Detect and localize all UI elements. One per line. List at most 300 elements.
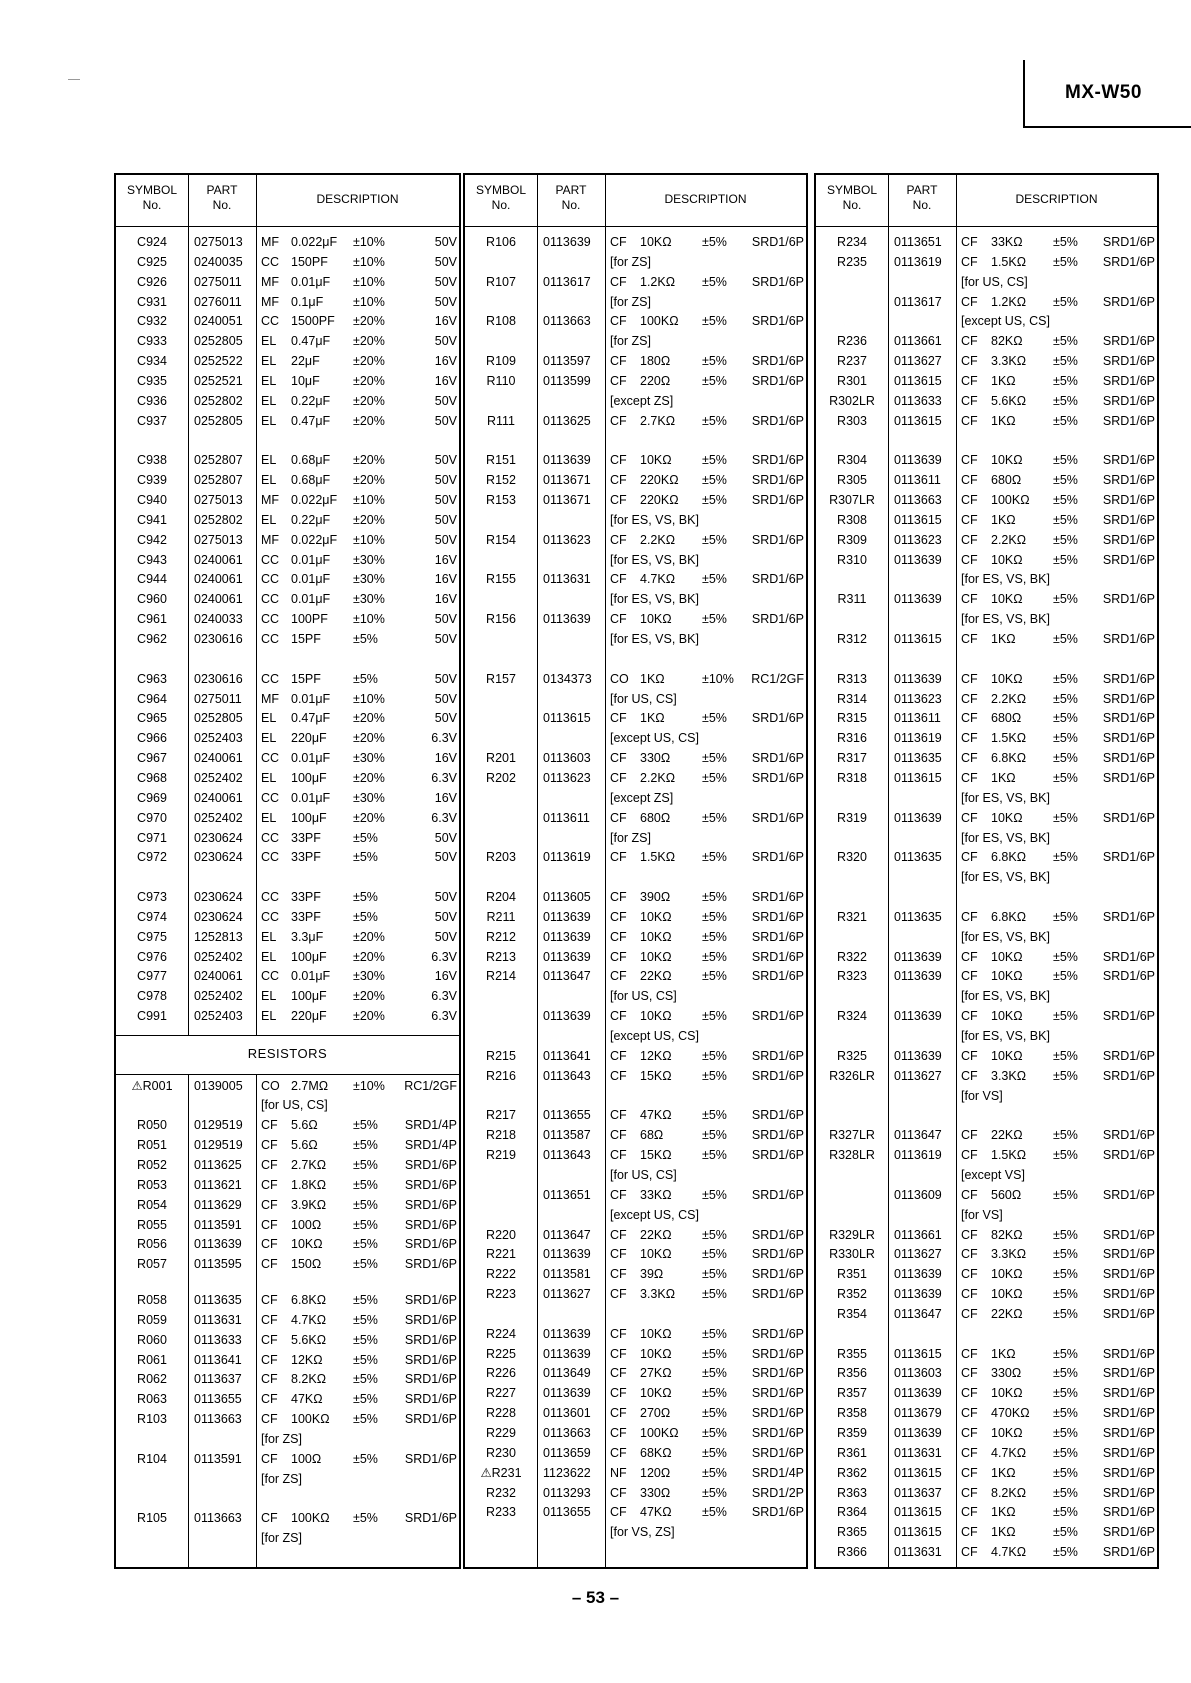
table-row	[465, 412, 806, 431]
description-type: CC	[261, 314, 280, 329]
part-number-cell: 0113611	[543, 810, 590, 825]
description-type: CF	[961, 413, 978, 428]
part-number-cell: 0113615	[894, 512, 942, 527]
description-rating: 16V	[434, 354, 457, 369]
description-rating: SRD1/6P	[751, 493, 804, 508]
part-number-cell: 0113637	[894, 1485, 942, 1500]
part-number-cell: 0113619	[543, 850, 591, 865]
table-row	[116, 690, 459, 709]
description-value: 6.8KΩ	[991, 909, 1027, 924]
table-row	[116, 451, 459, 470]
table-row	[816, 1166, 1157, 1185]
description-rating: SRD1/6P	[751, 1108, 804, 1123]
description-type: CF	[610, 473, 627, 488]
description-rating: SRD1/6P	[1102, 1068, 1155, 1083]
table-row	[116, 1136, 459, 1155]
description-tolerance: ±5%	[353, 890, 378, 905]
symbol-cell: R056	[137, 1237, 167, 1252]
description-rating: SRD1/6P	[751, 929, 804, 944]
symbol-cell: R060	[137, 1332, 167, 1347]
table-row	[465, 551, 806, 570]
description-value: 0.68μF	[291, 473, 331, 488]
table-row	[465, 829, 806, 848]
part-number-cell: 0240061	[194, 969, 243, 984]
table-row	[465, 273, 806, 292]
description-rating: 16V	[434, 373, 457, 388]
description-type: [for ES, VS, BK]	[610, 632, 699, 646]
description-rating: SRD1/6P	[404, 1392, 457, 1407]
description-tolerance: ±5%	[1053, 473, 1078, 488]
table-row	[465, 630, 806, 649]
symbol-cell: C975	[137, 929, 167, 944]
description-value: 100μF	[291, 949, 327, 964]
part-number-cell: 0113639	[894, 453, 942, 468]
description-rating: 6.3V	[431, 1009, 457, 1024]
table-row	[816, 491, 1157, 510]
description-type: CF	[961, 393, 978, 408]
description-rating: SRD1/6P	[1102, 1187, 1155, 1202]
description-tolerance: ±5%	[1053, 632, 1078, 646]
table-row	[116, 1255, 459, 1274]
part-number-cell: 0113631	[194, 1312, 242, 1327]
description-value: 10KΩ	[991, 810, 1023, 825]
part-number-cell: 0113631	[894, 1545, 942, 1560]
part-number-cell: 0113627	[894, 1247, 942, 1262]
part-number-cell: 0113627	[894, 354, 942, 369]
description-type: CF	[610, 1326, 627, 1341]
table-row	[465, 1464, 806, 1483]
header-part-line: No.	[912, 198, 932, 212]
table-row	[116, 273, 459, 292]
description-type: CF	[610, 235, 627, 249]
symbol-cell: R055	[137, 1217, 167, 1232]
description-value: 330Ω	[640, 751, 671, 766]
description-rating: SRD1/6P	[1102, 1386, 1155, 1401]
description-tolerance: ±5%	[1053, 850, 1078, 865]
description-rating: 50V	[434, 612, 457, 627]
description-tolerance: ±30%	[353, 572, 385, 587]
description-type: CC	[261, 909, 280, 924]
part-number-cell: 0113581	[543, 1267, 591, 1282]
description-type: CF	[261, 1293, 278, 1307]
description-type: CF	[961, 751, 978, 766]
symbol-cell: R312	[837, 632, 867, 646]
symbol-cell: R361	[837, 1445, 867, 1460]
symbol-cell: R224	[486, 1326, 516, 1341]
table-row	[465, 253, 806, 272]
part-number-cell: 0113671	[543, 493, 591, 508]
description-value: 1KΩ	[640, 671, 665, 686]
description-type: [for ZS]	[610, 294, 651, 309]
description-rating: SRD1/6P	[751, 274, 804, 289]
table-row	[116, 987, 459, 1006]
description-rating: SRD1/6P	[1102, 691, 1155, 706]
part-number-cell: 0113671	[543, 473, 591, 488]
description-value: 5.6Ω	[291, 1118, 318, 1133]
description-value: 1.2KΩ	[991, 294, 1027, 309]
description-tolerance: ±5%	[702, 453, 727, 468]
description-tolerance: ±20%	[353, 393, 385, 408]
description-type: CF	[961, 473, 978, 488]
description-tolerance: ±5%	[353, 1118, 378, 1133]
symbol-cell: R356	[837, 1366, 867, 1381]
description-type: EL	[261, 989, 277, 1004]
symbol-cell: R108	[486, 314, 516, 329]
description-value: 10KΩ	[640, 1247, 672, 1262]
description-type: CF	[261, 1118, 278, 1133]
symbol-cell: R220	[486, 1227, 516, 1242]
description-tolerance: ±5%	[702, 1128, 727, 1143]
description-value: 1.5KΩ	[991, 254, 1027, 269]
part-number-cell: 0113629	[194, 1197, 242, 1212]
description-rating: SRD1/6P	[751, 949, 804, 964]
description-rating: SRD1/6P	[1102, 1267, 1155, 1282]
table-header	[116, 175, 459, 227]
part-number-cell: 0252802	[194, 512, 243, 527]
description-tolerance: ±20%	[353, 731, 385, 746]
description-rating: 50V	[434, 532, 457, 547]
symbol-cell: R211	[486, 909, 516, 924]
description-type: [for US, CS]	[610, 1167, 677, 1182]
part-number-cell: 0113619	[894, 254, 942, 269]
symbol-cell: C977	[137, 969, 167, 984]
part-number-cell: 0113639	[894, 969, 942, 984]
description-rating: SRD1/6P	[1102, 731, 1155, 746]
table-row	[465, 372, 806, 391]
header-symbol	[116, 183, 188, 213]
description-type: CF	[261, 1332, 278, 1347]
description-type: [for ES, VS, BK]	[961, 572, 1050, 587]
table-row	[816, 1265, 1157, 1284]
description-type: CF	[961, 354, 978, 369]
description-value: 3.3μF	[291, 929, 324, 944]
table-row	[816, 253, 1157, 272]
header-part-line: No.	[212, 198, 232, 212]
part-number-cell: 0129519	[194, 1118, 243, 1133]
description-value: 0.022μF	[291, 235, 338, 249]
symbol-cell: C942	[137, 532, 167, 547]
description-tolerance: ±5%	[1053, 1287, 1078, 1302]
symbol-cell: C969	[137, 790, 167, 805]
symbol-cell: R313	[837, 671, 867, 686]
description-value: 15KΩ	[640, 1068, 672, 1083]
description-value: 10KΩ	[640, 1009, 672, 1024]
table-row	[116, 829, 459, 848]
table-row	[465, 967, 806, 986]
description-tolerance: ±5%	[353, 830, 378, 845]
description-rating: 50V	[434, 393, 457, 408]
description-type: CF	[961, 850, 978, 865]
description-tolerance: ±20%	[353, 770, 385, 785]
part-number-cell: 0113611	[894, 473, 941, 488]
part-number-cell: 0113631	[894, 1445, 942, 1460]
table-row	[816, 1087, 1157, 1106]
table-row	[116, 928, 459, 947]
description-rating: 50V	[434, 929, 457, 944]
description-type: CO	[610, 671, 629, 686]
description-value: 10KΩ	[991, 552, 1023, 567]
description-type: CF	[961, 632, 978, 646]
model-label-box	[1023, 60, 1191, 128]
description-tolerance: ±5%	[702, 1048, 727, 1063]
description-tolerance: ±10%	[353, 274, 385, 289]
description-tolerance: ±5%	[702, 810, 727, 825]
table-row	[816, 690, 1157, 709]
table-row	[816, 511, 1157, 530]
part-number-cell: 0113647	[543, 1227, 591, 1242]
description-tolerance: ±5%	[702, 1187, 727, 1202]
part-number-cell: 0113639	[543, 1009, 591, 1024]
symbol-cell: C961	[137, 612, 167, 627]
table-row	[465, 769, 806, 788]
description-rating: SRD1/6P	[1102, 1445, 1155, 1460]
description-tolerance: ±5%	[702, 612, 727, 627]
table-row	[116, 630, 459, 649]
description-value: 10KΩ	[991, 969, 1023, 984]
description-value: 1KΩ	[991, 1465, 1016, 1480]
description-type: CF	[961, 1505, 978, 1520]
symbol-cell: R227	[486, 1386, 516, 1401]
description-value: 100μF	[291, 810, 327, 825]
part-number-cell: 0252402	[194, 989, 243, 1004]
description-tolerance: ±5%	[1053, 1525, 1078, 1540]
description-type: CF	[961, 1346, 978, 1361]
description-type: CF	[961, 294, 978, 309]
table-row	[816, 1384, 1157, 1403]
section-resistors	[116, 1035, 459, 1075]
table-row	[816, 233, 1157, 252]
description-type: [for ES, VS, BK]	[961, 830, 1050, 845]
table-row	[816, 1484, 1157, 1503]
table-row	[465, 928, 806, 947]
part-number-cell: 0113623	[543, 532, 591, 547]
symbol-cell: C933	[137, 334, 167, 349]
part-number-cell: 0113639	[543, 235, 591, 249]
header-part	[188, 183, 256, 213]
header-description: DESCRIPTION	[1015, 192, 1098, 206]
description-tolerance: ±5%	[1053, 512, 1078, 527]
description-value: 5.6KΩ	[291, 1332, 327, 1347]
table-row	[816, 372, 1157, 391]
table-row	[465, 1285, 806, 1304]
description-rating: SRD1/6P	[1102, 532, 1155, 547]
part-number-cell: 0113627	[543, 1287, 591, 1302]
description-value: 10KΩ	[640, 1386, 672, 1401]
table-row	[816, 630, 1157, 649]
description-rating: SRD1/6P	[751, 453, 804, 468]
description-tolerance: ±5%	[353, 1177, 378, 1192]
table-row	[816, 1364, 1157, 1383]
description-tolerance: ±5%	[1053, 1465, 1078, 1480]
symbol-cell: R233	[486, 1505, 516, 1520]
symbol-cell: R351	[837, 1267, 867, 1282]
part-number-cell: 0113639	[894, 671, 942, 686]
table-row	[116, 749, 459, 768]
description-type: CF	[610, 1485, 627, 1500]
part-number-cell: 0113639	[543, 909, 591, 924]
description-tolerance: ±10%	[702, 671, 734, 686]
symbol-cell: C976	[137, 949, 167, 964]
symbol-cell: R366	[837, 1545, 867, 1560]
part-number-cell: 0113591	[194, 1217, 242, 1232]
description-type: CF	[610, 949, 627, 964]
description-type: [except US, CS]	[610, 1207, 699, 1222]
description-rating: 50V	[434, 294, 457, 309]
symbol-cell: C962	[137, 632, 167, 646]
part-number-cell: 0113639	[543, 929, 591, 944]
symbol-cell: R355	[837, 1346, 867, 1361]
description-tolerance: ±5%	[1053, 691, 1078, 706]
part-number-cell: 0113601	[543, 1406, 591, 1421]
part-number-cell: 0113597	[543, 354, 591, 369]
symbol-cell: R362	[837, 1465, 867, 1480]
description-rating: SRD1/6P	[751, 532, 804, 547]
table-row	[116, 1235, 459, 1254]
description-rating: SRD1/6P	[751, 969, 804, 984]
part-number-cell: 0113637	[194, 1372, 242, 1387]
description-rating: SRD1/6P	[1102, 949, 1155, 964]
symbol-cell: C991	[137, 1009, 167, 1024]
description-rating: SRD1/6P	[1102, 1505, 1155, 1520]
description-tolerance: ±5%	[1053, 1426, 1078, 1440]
description-rating: SRD1/6P	[1102, 1366, 1155, 1381]
symbol-cell: C937	[137, 413, 167, 428]
description-rating: 50V	[434, 493, 457, 508]
description-type: EL	[261, 949, 277, 964]
description-value: 22KΩ	[991, 1128, 1023, 1143]
description-tolerance: ±5%	[1053, 1267, 1078, 1282]
table-row	[116, 610, 459, 629]
description-rating: SRD1/6P	[1102, 770, 1155, 785]
description-rating: SRD1/6P	[1102, 1525, 1155, 1540]
part-number-cell: 0113663	[543, 314, 591, 329]
description-tolerance: ±5%	[1053, 532, 1078, 547]
description-tolerance: ±5%	[353, 1372, 378, 1387]
description-value: 2.7KΩ	[291, 1158, 327, 1173]
description-value: 3.3KΩ	[991, 354, 1027, 369]
description-rating: SRD1/6P	[751, 1426, 804, 1440]
table-row	[816, 551, 1157, 570]
symbol-cell: C926	[137, 274, 167, 289]
description-type: MF	[261, 294, 280, 309]
description-rating: SRD1/6P	[1102, 632, 1155, 646]
description-rating: SRD1/2P	[751, 1485, 804, 1500]
description-tolerance: ±5%	[702, 770, 727, 785]
description-type: CF	[961, 969, 978, 984]
part-number-cell: 0252805	[194, 413, 243, 428]
symbol-cell: R316	[837, 731, 867, 746]
part-number-cell: 0113621	[194, 1177, 242, 1192]
part-number-cell: 0113663	[194, 1412, 242, 1427]
symbol-cell: R365	[837, 1525, 867, 1540]
part-number-cell: 0113641	[194, 1352, 242, 1367]
table-row	[116, 769, 459, 788]
description-type: CF	[610, 1108, 627, 1123]
symbol-cell: R152	[486, 473, 516, 488]
symbol-cell: R318	[837, 770, 867, 785]
description-value: 3.9KΩ	[291, 1197, 327, 1212]
symbol-cell: R329LR	[829, 1227, 875, 1242]
description-rating: SRD1/6P	[751, 1366, 804, 1381]
table-row	[116, 789, 459, 808]
part-number-cell: 0252805	[194, 711, 243, 726]
part-number-cell: 0240061	[194, 572, 243, 587]
description-value: 100KΩ	[291, 1412, 330, 1427]
symbol-cell: C964	[137, 691, 167, 706]
symbol-cell: C963	[137, 671, 167, 686]
description-tolerance: ±30%	[353, 790, 385, 805]
description-type: MF	[261, 691, 280, 706]
part-number-cell: 0113615	[894, 632, 942, 646]
description-rating: 6.3V	[431, 731, 457, 746]
description-type: CC	[261, 671, 280, 686]
description-type: CF	[610, 1445, 627, 1460]
table-row	[116, 670, 459, 689]
description-rating: SRD1/6P	[404, 1511, 457, 1526]
part-number-cell: 0113619	[894, 1148, 942, 1163]
symbol-cell: ⚠R231	[480, 1465, 522, 1480]
description-type: [for ZS]	[261, 1531, 302, 1546]
description-type: CC	[261, 751, 280, 766]
description-type: EL	[261, 453, 277, 468]
part-number-cell: 0230624	[194, 890, 243, 905]
part-number-cell: 0113615	[894, 1465, 942, 1480]
description-rating: SRD1/6P	[751, 1187, 804, 1202]
symbol-cell: R237	[837, 354, 867, 369]
part-number-cell: 0113615	[894, 373, 942, 388]
description-type: CF	[610, 314, 627, 329]
table-row	[465, 1226, 806, 1245]
description-value: 1KΩ	[991, 1505, 1016, 1520]
description-rating: SRD1/6P	[1102, 850, 1155, 865]
description-value: 100KΩ	[291, 1511, 330, 1526]
description-tolerance: ±5%	[702, 909, 727, 924]
description-type: CC	[261, 552, 280, 567]
description-value: 1KΩ	[640, 711, 665, 726]
description-tolerance: ±5%	[1053, 1009, 1078, 1024]
description-rating: 50V	[434, 711, 457, 726]
table-row	[816, 1523, 1157, 1542]
description-tolerance: ±5%	[702, 751, 727, 766]
part-number-cell: 0113647	[543, 969, 591, 984]
symbol-cell: C935	[137, 373, 167, 388]
description-rating: SRD1/6P	[751, 1247, 804, 1262]
description-tolerance: ±5%	[1053, 1306, 1078, 1321]
part-number-cell: 0113663	[194, 1511, 242, 1526]
part-number-cell: 0113643	[543, 1068, 591, 1083]
table-row	[116, 1450, 459, 1469]
description-type: CC	[261, 790, 280, 805]
description-rating: SRD1/6P	[751, 1287, 804, 1302]
table-row	[116, 1370, 459, 1389]
table-row	[816, 1404, 1157, 1423]
part-number-cell: 0252403	[194, 1009, 243, 1024]
description-rating: SRD1/6P	[1102, 969, 1155, 984]
part-number-cell: 0113605	[543, 890, 591, 905]
description-tolerance: ±5%	[353, 632, 378, 646]
description-value: 100Ω	[291, 1451, 322, 1466]
description-rating: SRD1/6P	[1102, 592, 1155, 607]
part-number-cell: 0113639	[543, 1346, 591, 1361]
description-type: CF	[610, 532, 627, 547]
description-type: [for ES, VS, BK]	[961, 989, 1050, 1004]
symbol-cell: R218	[486, 1128, 516, 1143]
description-value: 0.22μF	[291, 512, 331, 527]
description-type: EL	[261, 473, 277, 488]
description-rating: SRD1/6P	[1102, 453, 1155, 468]
description-rating: SRD1/6P	[751, 1505, 804, 1520]
symbol-cell: C972	[137, 850, 167, 865]
